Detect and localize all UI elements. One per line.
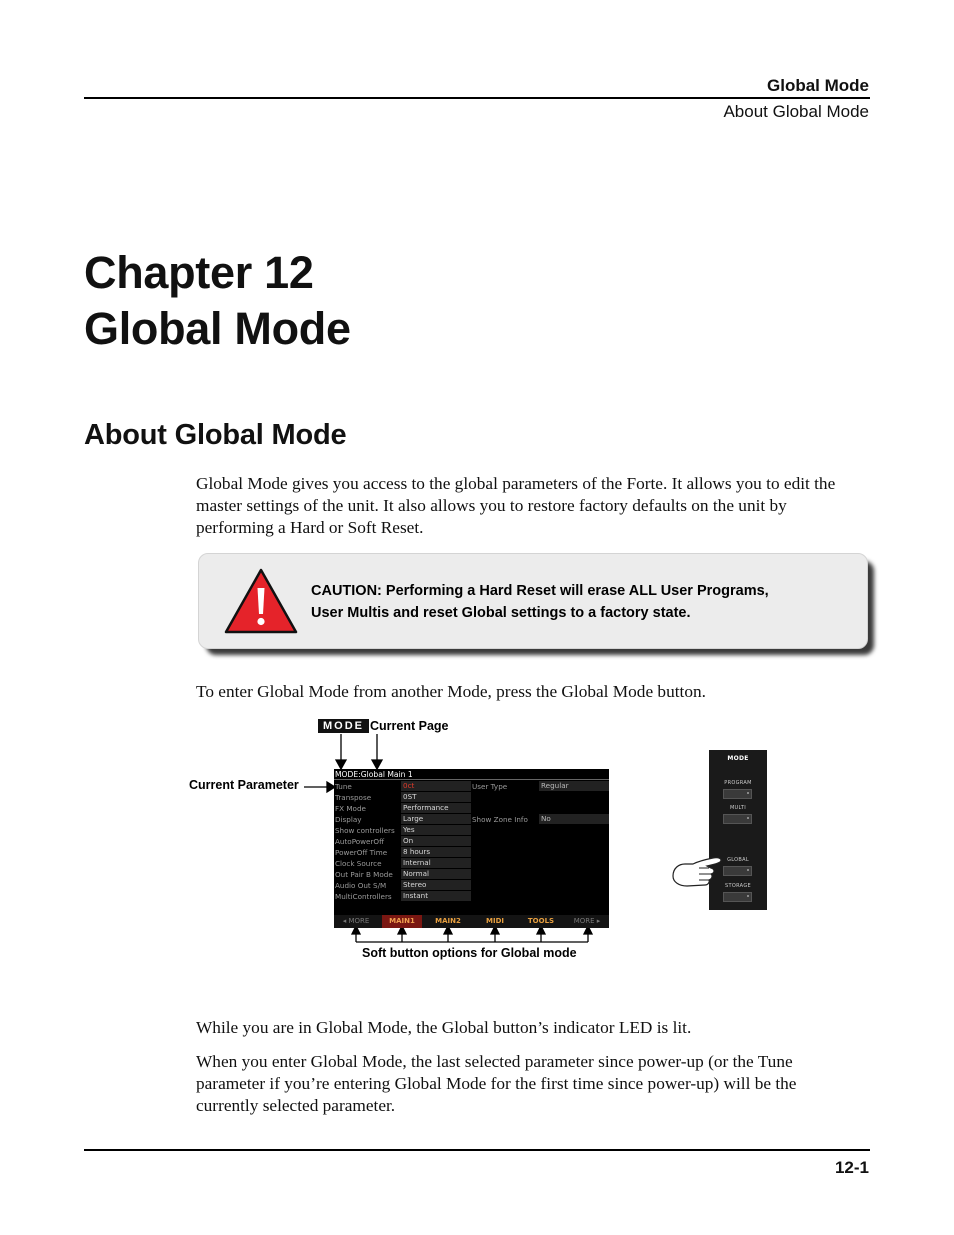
intro-paragraph: Global Mode gives you access to the global parameters of the Forte. It allows you to edit the master settings of the unit. It also allows you to restore factory defaults on the unit by performing a Hard or Soft Reset. [196,474,836,537]
lcd-param-name: Transpose [335,793,372,802]
lcd-param-name: Audio Out S/M [335,881,387,890]
soft-button-more-left[interactable]: ◂ MORE [342,917,370,925]
page-number: 12-1 [834,1158,869,1177]
lcd-param-name: PowerOff Time [335,848,388,857]
lcd-param-row [334,814,609,825]
lcd-param-value: Large [401,814,471,824]
lcd-param-row [334,891,609,902]
lcd-param-name: Out Pair B Mode [335,870,393,879]
global-mode-figure [180,712,780,972]
led-indicator [747,792,749,794]
lcd-right-param-name: User Type [472,782,508,791]
lcd-param-row [334,792,609,803]
soft-button-main1[interactable]: MAIN1 [382,915,422,928]
lcd-right-param-name: Show Zone Info [472,815,528,824]
arrow-left-icon: ◂ [342,917,349,925]
soft-button-main2[interactable]: MAIN2 [435,917,461,925]
mode-tag: MODE [318,719,369,733]
lcd-param-row [334,858,609,869]
caution-line-1: CAUTION: Performing a Hard Reset will erase ALL User Programs, [311,583,769,599]
lcd-param-value: 0ST [401,792,471,802]
current-page-label: Current Page [370,719,449,733]
panel-label-global: GLOBAL [727,857,749,863]
running-header-subsection: About Global Mode [723,102,869,121]
lcd-title-rule [334,779,609,780]
enter-global-paragraph: To enter Global Mode from another Mode, press the Global Mode button. [196,682,706,701]
lcd-param-row [334,781,609,792]
lcd-param-row [334,869,609,880]
led-indicator [747,869,749,871]
lcd-param-value: Instant [401,891,471,901]
lcd-param-value: Stereo [401,880,471,890]
lcd-param-value: Performance [401,803,471,813]
lcd-param-value: 8 hours [401,847,471,857]
caution-line-2: User Multis and reset Global settings to a factory state. [311,605,691,621]
chapter-number: Chapter 12 [84,247,314,298]
lcd-title: MODE:Global Main 1 [335,770,413,779]
caution-box [198,553,868,649]
lcd-param-value: Internal [401,858,471,868]
lcd-param-row [334,880,609,891]
program-button[interactable] [723,789,752,799]
selected-parameter-paragraph: When you enter Global Mode, the last selected parameter since power-up (or the Tune parameter if you’re entering Global Mode for the first time since power-up) will be the currently selected parameter. [196,1052,797,1115]
lcd-param-name: MultiControllers [335,892,392,901]
lcd-screen [334,769,609,928]
chapter-name: Global Mode [84,303,351,354]
lcd-param-name: Show controllers [335,826,395,835]
lcd-param-row [334,825,609,836]
lcd-param-value: Normal [401,869,471,879]
lcd-param-value-selected: 0ct [401,781,471,791]
lcd-param-name: Tune [335,782,352,791]
header-rule [84,97,870,99]
soft-buttons-label: Soft button options for Global mode [362,946,577,960]
caution-text [311,580,851,624]
panel-label-multi: MULTI [729,805,747,811]
soft-button-tools[interactable]: TOOLS [527,917,555,925]
lcd-right-param-value: Regular [539,781,609,791]
led-paragraph: While you are in Global Mode, the Global button’s indicator LED is lit. [196,1018,692,1037]
lcd-param-row [334,847,609,858]
warning-triangle-icon [223,566,299,636]
arrow-right-icon: ▸ [594,917,601,925]
lcd-right-param-value: No [539,814,609,824]
multi-button[interactable] [723,814,752,824]
lcd-soft-button-bar [334,915,609,928]
soft-button-more-right[interactable]: MORE ▸ [573,917,601,925]
lcd-param-name: AutoPowerOff [335,837,385,846]
lcd-param-name: FX Mode [335,804,366,813]
current-parameter-label: Current Parameter [189,778,299,792]
lcd-param-name: Display [335,815,362,824]
lcd-param-row [334,836,609,847]
lcd-param-value: Yes [401,825,471,835]
running-header-section: Global Mode [767,76,869,95]
led-indicator [747,817,749,819]
chapter-title [84,245,351,357]
section-heading: About Global Mode [84,419,347,451]
led-indicator [747,895,749,897]
caution-panel [198,553,868,649]
panel-label-program: PROGRAM [724,780,752,786]
lcd-param-name: Clock Source [335,859,382,868]
footer-rule [84,1149,870,1151]
soft-button-midi[interactable]: MIDI [486,917,504,925]
pointing-hand-icon [669,850,729,890]
lcd-param-value: On [401,836,471,846]
panel-label-storage: STORAGE [725,883,751,889]
storage-button[interactable] [723,892,752,902]
panel-title: MODE [727,755,749,762]
lcd-param-row [334,803,609,814]
